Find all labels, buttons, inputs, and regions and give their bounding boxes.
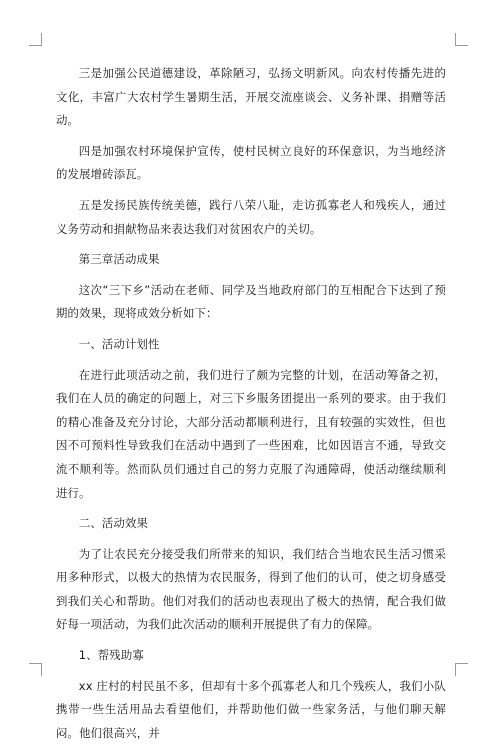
subsection-heading-helping: 1、帮残助寡: [78, 648, 144, 663]
paragraph-traditional-virtues: 五是发扬民族传统美德，践行八荣八耻，走访孤寡老人和残疾人，通过义务劳动和捐献物品来表达我们对贫困农户的关切。: [56, 197, 446, 236]
crop-mark-bottom-right: [455, 663, 468, 676]
chapter-heading-results: 第三章活动成果: [78, 252, 160, 267]
crop-mark-top-left: [29, 33, 42, 46]
paragraph-helping: xx 庄村的村民虽不多，但却有十多个孤寡老人和几个残疾人，我们小队携带一些生活用品去看望他们，并帮助他们做一些家务活，与他们聊天解闷。他们很高兴，并: [56, 678, 446, 740]
section-heading-effects: 二、活动效果: [78, 516, 149, 531]
paragraph-environmental-protection: 四是加强农村环境保护宣传，使村民树立良好的环保意识，为当地经济的发展增砖添瓦。: [56, 143, 446, 182]
crop-mark-top-right: [455, 33, 468, 46]
paragraph-planning: 在进行此项活动之前，我们进行了颇为完整的计划，在活动筹备之初，我们在人员的确定的问题上，对三下乡服务团提出一系列的要求。由于我们的精心准备及充分讨论，大部分活动都顺利进行，且有较强的实效性，但也因不可预料性导致我们在活动中遇到了一些困难，比如因语言不通，导致交流不顺利等。然而队员们通过自己的努力克服了沟通障碍，使活动继续顺利进行。: [56, 367, 446, 500]
paragraph-effects: 为了让农民充分接受我们所带来的知识，我们结合当地农民生活习惯采用多种形式，以极大的热情为农民服务，得到了他们的认可，使之切身感受到我们关心和帮助。他们对我们的活动也表现出了极大的热情，配合我们做好每一项活动，为我们此次活动的顺利开展提供了有力的保障。: [56, 546, 446, 632]
crop-mark-bottom-left: [29, 663, 42, 676]
document-body: [56, 62, 446, 745]
section-heading-planning: 一、活动计划性: [78, 336, 160, 351]
paragraph-results-intro: 这次“三下乡”活动在老师、同学及当地政府部门的互相配合下达到了预期的效果，现将成效分析如下：: [56, 282, 446, 321]
paragraph-moral-construction: 三是加强公民道德建设，革除陋习，弘扬文明新风。向农村传播先进的文化，丰富广大农村学生暑期生活，开展交流座谈会、义务补课、捐赠等活动。: [56, 66, 446, 128]
